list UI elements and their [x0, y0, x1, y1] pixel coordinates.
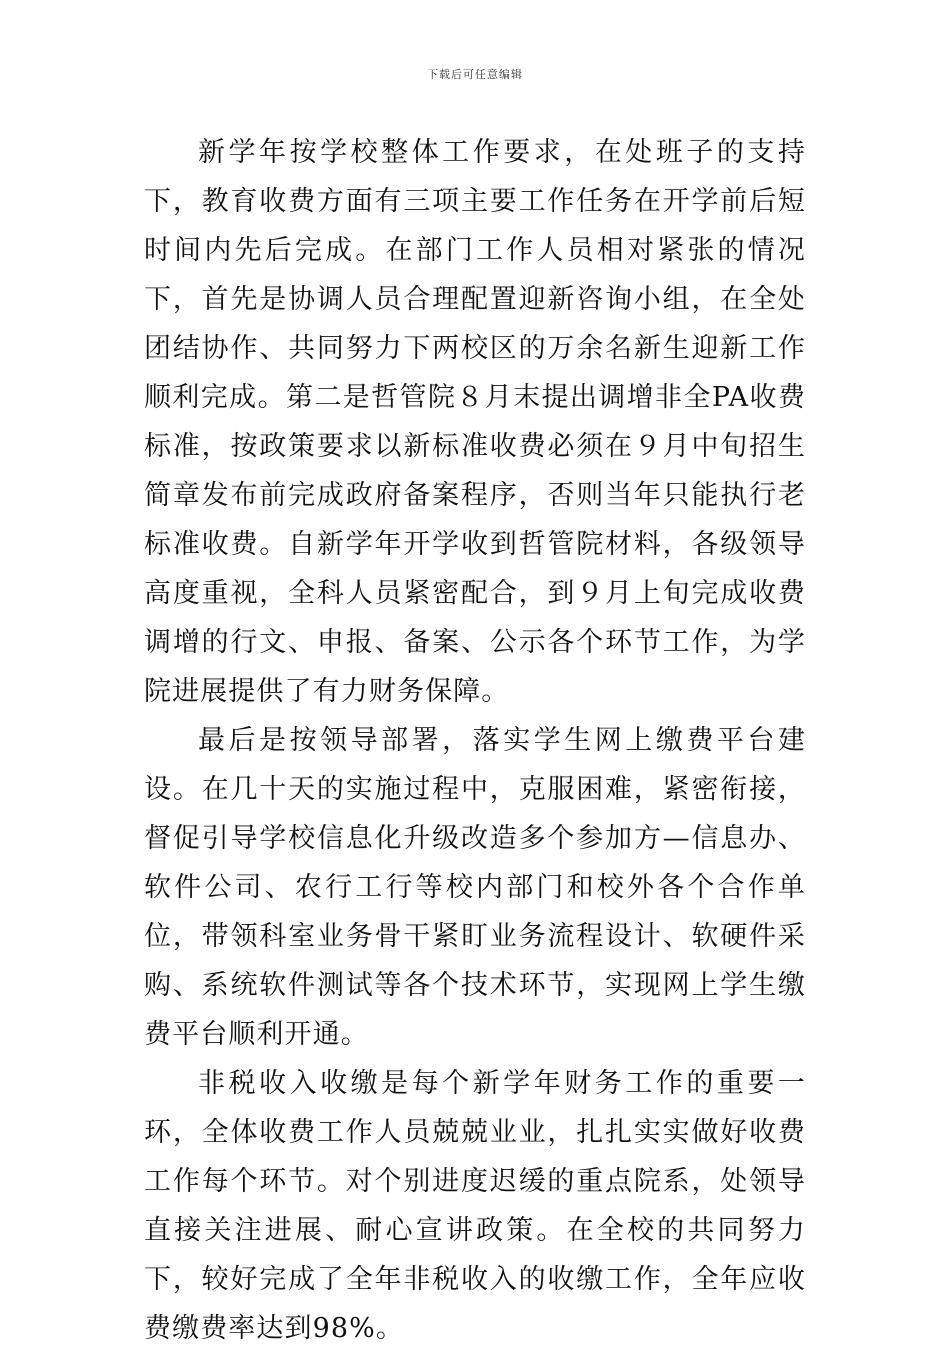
- paragraph-non-tax-revenue: 非税收入收缴是每个新学年财务工作的重要一环，全体收费工作人员兢兢业业，扎扎实实做好收费工作每个环节。对个别进度迟缓的重点院系，处领导直接关注进展、耐心宣讲政策。在全校的共同努力下，较好完成了全年非税收入的收缴工作，全年应收费缴费率达到98%。: [144, 1068, 806, 1344]
- page-header-note: 下载后可任意编辑: [427, 68, 523, 81]
- paragraph-tuition-tasks: 新学年按学校整体工作要求，在处班子的支持下，教育收费方面有三项主要工作任务在开学前后短时间内先后完成。在部门工作人员相对紧张的情况下，首先是协调人员合理配置迎新咨询小组，在全处团结协作、共同努力下两校区的万余名新生迎新工作顺利完成。第二是哲管院８月末提出调增非全PA收费标准，按政策要求以新标准收费必须在９月中旬招生简章发布前完成政府备案程序，否则当年只能执行老标准收费。自新学年开学收到哲管院材料，各级领导高度重视，全科人员紧密配合，到９月上旬完成收费调增的行文、申报、备案、公示各个环节工作，为学院进展提供了有力财务保障。: [144, 137, 806, 707]
- document-body: [144, 128, 806, 1353]
- paragraph-online-payment-platform: 最后是按领导部署，落实学生网上缴费平台建设。在几十天的实施过程中，克服困难，紧密衔接，督促引导学校信息化升级改造多个参加方—信息办、软件公司、农行工行等校内部门和校外各个合作单位，带领科室业务骨干紧盯业务流程设计、软硬件采购、系统软件测试等各个技术环节，实现网上学生缴费平台顺利开通。: [144, 725, 806, 1050]
